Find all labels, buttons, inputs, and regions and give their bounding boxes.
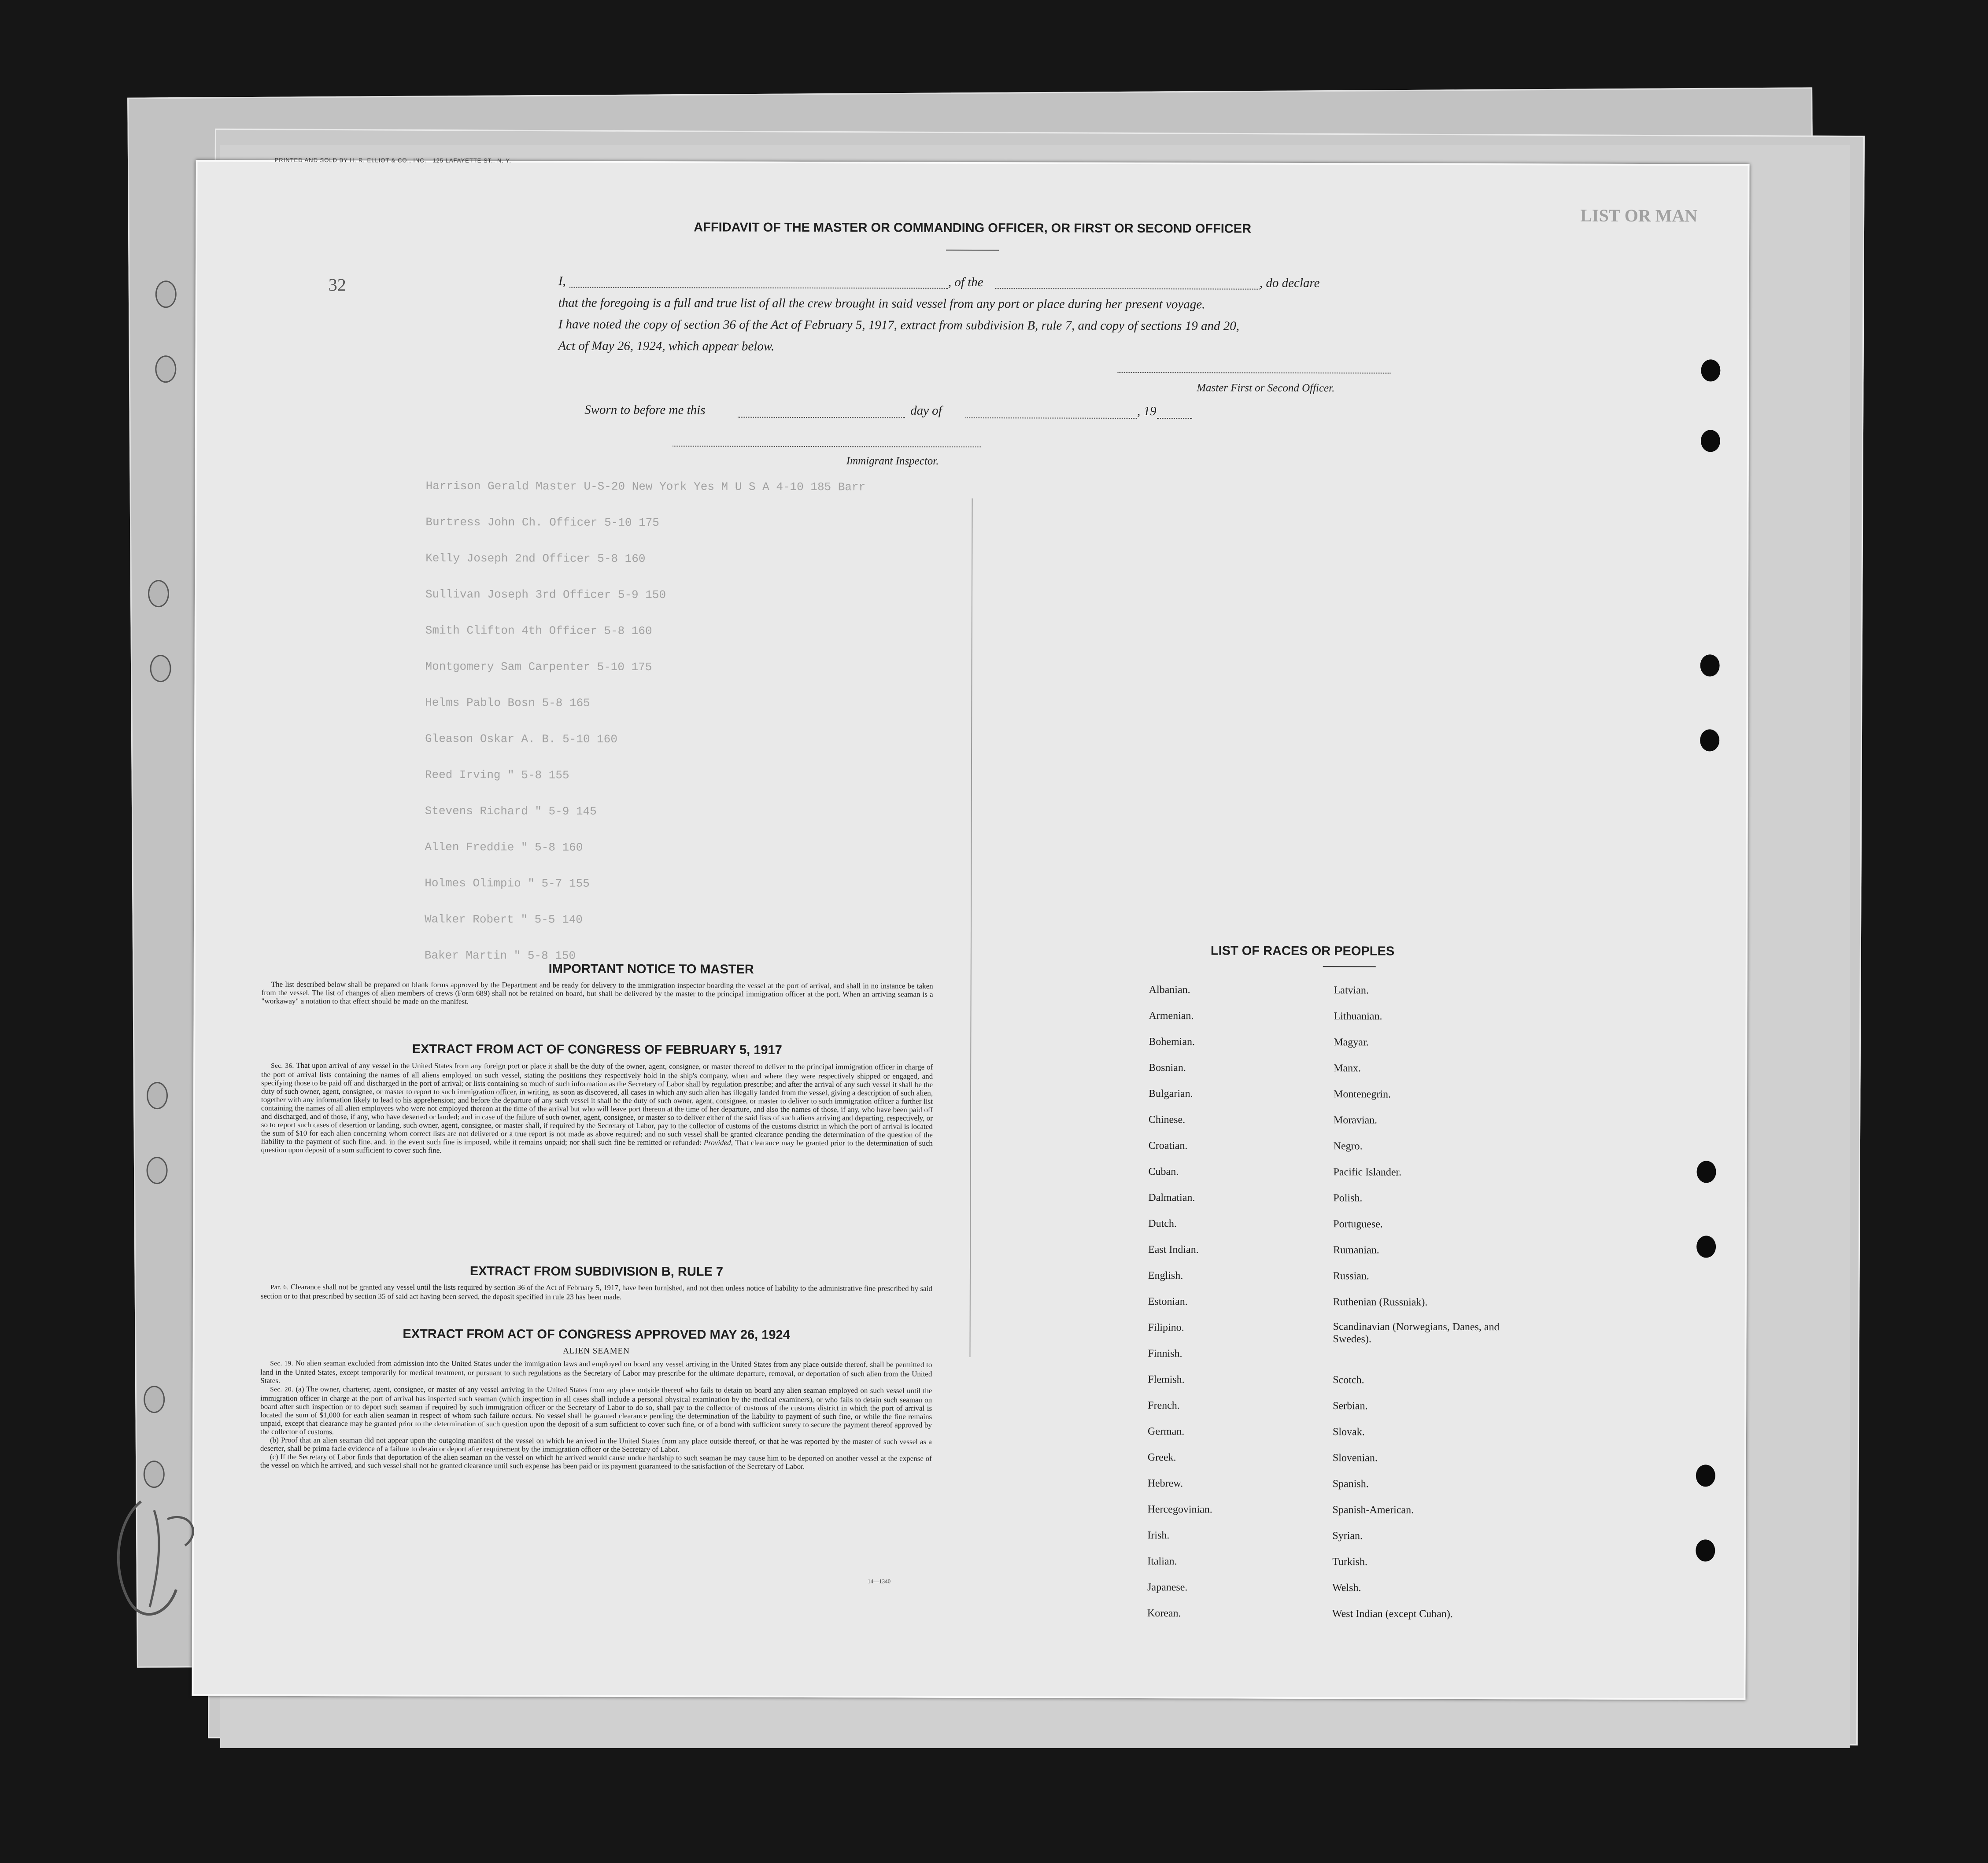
sworn-month-blank[interactable] <box>965 417 1137 419</box>
race-item: Irish. <box>1147 1530 1170 1542</box>
races-rule <box>1323 966 1376 967</box>
bleed-through-row: Sullivan Joseph 3rd Officer 5-9 150 <box>425 587 666 602</box>
punch-hole-icon <box>1700 729 1719 751</box>
race-item: Flemish. <box>1148 1374 1185 1386</box>
punch-hole-icon <box>1696 1236 1716 1258</box>
race-item: Spanish-American. <box>1332 1504 1414 1516</box>
affidavit-line-3: I have noted the copy of section 36 of the Act of February 5, 1917, extract from subdivision B, rule 7, and copy of sections 19 and 20, <box>558 317 1240 333</box>
pencil-mark-icon <box>101 1484 216 1634</box>
race-item: Turkish. <box>1332 1556 1368 1568</box>
section-label: Sec. 36. <box>271 1062 294 1070</box>
race-item: Dutch. <box>1148 1218 1177 1230</box>
bleed-through-row: Baker Martin " 5-8 150 <box>424 948 576 963</box>
race-item: Bulgarian. <box>1148 1088 1193 1100</box>
race-item: English. <box>1148 1270 1183 1282</box>
extract-rule7-text <box>261 1283 932 1302</box>
punch-hole-icon <box>1696 1465 1715 1487</box>
race-item: French. <box>1148 1400 1180 1412</box>
bleed-through-row: Allen Freddie " 5-8 160 <box>425 840 583 854</box>
sworn-day-blank[interactable] <box>738 416 905 418</box>
punch-hole-icon <box>147 1082 168 1109</box>
punch-hole-icon <box>1701 359 1720 381</box>
sworn-year-blank[interactable] <box>1157 417 1192 419</box>
race-item: Scotch. <box>1333 1374 1364 1386</box>
affidavit-i: I, <box>558 274 566 288</box>
bleed-through-row: Kelly Joseph 2nd Officer 5-8 160 <box>425 551 646 566</box>
section-label: Sec. 20. <box>270 1386 294 1393</box>
race-item: Croatian. <box>1148 1140 1188 1152</box>
extract-1917-text <box>261 1061 933 1156</box>
race-item: Cuban. <box>1148 1166 1179 1178</box>
race-item: Welsh. <box>1332 1582 1361 1594</box>
affidavit-title: AFFIDAVIT OF THE MASTER OR COMMANDING OFFICER, OR FIRST OR SECOND OFFICER <box>694 220 1252 236</box>
race-item: Syrian. <box>1332 1530 1363 1542</box>
race-item: Estonian. <box>1148 1296 1188 1308</box>
extract-1924-text <box>260 1359 932 1471</box>
affidavit-declare: , do declare <box>1259 276 1320 291</box>
race-item: Portuguese. <box>1333 1218 1383 1230</box>
section-label: Sec. 19. <box>270 1360 293 1367</box>
bleed-through-row: Reed Irving " 5-8 155 <box>425 768 569 782</box>
race-item: Ruthenian (Russniak). <box>1333 1296 1428 1308</box>
race-item: Moravian. <box>1333 1114 1378 1126</box>
race-item: Hebrew. <box>1147 1478 1183 1490</box>
inspector-caption: Immigrant Inspector. <box>846 455 939 467</box>
proviso-label: Provided, <box>703 1138 733 1147</box>
race-item: Negro. <box>1333 1140 1363 1152</box>
bleed-through-row: Helms Pablo Bosn 5-8 165 <box>425 696 590 710</box>
race-item: Italian. <box>1147 1556 1177 1568</box>
extract-rule7-title: EXTRACT FROM SUBDIVISION B, RULE 7 <box>469 1264 724 1279</box>
margin-number: 32 <box>328 275 346 295</box>
race-item: Serbian. <box>1333 1400 1368 1412</box>
bleed-through-heading: LIST OR MAN <box>1580 205 1698 226</box>
race-item: Armenian. <box>1149 1010 1194 1022</box>
bleed-through-row: Burtress John Ch. Officer 5-10 175 <box>425 515 659 530</box>
form-number: 14—1340 <box>868 1578 891 1585</box>
bleed-through-row: Stevens Richard " 5-9 145 <box>425 804 597 818</box>
race-item: Magyar. <box>1334 1037 1369 1048</box>
race-item: Japanese. <box>1147 1582 1188 1594</box>
printer-imprint: PRINTED AND SOLD BY H. R. ELLIOT & CO., INC.—125 LAFAYETTE ST., N. Y. <box>274 156 511 164</box>
sworn-day-of: day of <box>910 403 942 418</box>
punch-hole-icon <box>144 1386 165 1413</box>
punch-hole-icon <box>150 655 171 682</box>
section-19-text: No alien seaman excluded from admission into the United States under the immigration laws and employed on board any vessel arriving in the United States from any place outside thereof, shall be permitted to land in the United States, except temporarily for medical treatment, or pursuant to such regulations as the Secretary of Labor may prescribe for the ultimate departure, removal, or deportation of such alien from the United States. <box>260 1358 932 1385</box>
extract-1924-title: EXTRACT FROM ACT OF CONGRESS APPROVED MAY 26, 1924 <box>403 1327 790 1342</box>
title-rule <box>946 250 999 251</box>
name-blank[interactable] <box>569 286 948 289</box>
punch-hole-icon <box>155 355 176 383</box>
race-item: Greek. <box>1147 1452 1176 1464</box>
race-item: East Indian. <box>1148 1244 1199 1256</box>
race-item: Rumanian. <box>1333 1244 1379 1256</box>
master-caption: Master First or Second Officer. <box>1197 382 1335 395</box>
bleed-through-row: Harrison Gerald Master U-S-20 New York Yes M U S A 4-10 185 Barr <box>425 479 866 494</box>
bleed-through-row: Smith Clifton 4th Officer 5-8 160 <box>425 623 652 638</box>
proviso-text: That clearance may be granted prior to the determination of such question upon deposit of a sum sufficient to cover such fine. <box>261 1138 933 1155</box>
race-item: Korean. <box>1147 1608 1181 1620</box>
affidavit-of-the: , of the <box>948 275 983 290</box>
punch-hole-icon <box>1696 1539 1715 1561</box>
notice-title: IMPORTANT NOTICE TO MASTER <box>548 962 754 977</box>
manifest-page <box>192 156 1749 1700</box>
race-item: German. <box>1147 1426 1185 1438</box>
race-item: Slovak. <box>1332 1426 1365 1438</box>
races-title: LIST OF RACES OR PEOPLES <box>1210 944 1395 959</box>
race-item: West Indian (except Cuban). <box>1332 1608 1453 1620</box>
race-item: Dalmatian. <box>1148 1192 1195 1204</box>
affidavit-line-4: Act of May 26, 1924, which appear below. <box>558 339 775 354</box>
punch-hole-icon <box>1700 654 1720 676</box>
race-item: Scandinavian (Norwegians, Danes, and Swedes). <box>1333 1321 1500 1345</box>
section-20a-text: (a) The owner, charterer, agent, consignee, or master of any vessel arriving in the United States from any place outside thereof who fails to detain on board any alien seaman employed on such vessel until the immigration officer in charge at the port of arrival has inspected such seaman (which inspection in all cases shall include a personal physical examination by the medical examiners), or who fails to detain such seaman on board after such inspection or to deport such seaman if required by such immigration officer or the Secretary of Labor to do so, shall pay to the collector of customs of the customs district in which the port of arrival is located the sum of $1,000 for each alien seaman in respect of whom such failure occurs. No vessel shall be granted clearance pending the determination of the liability to payment of such fine, or while the fine remains unpaid, except that clearance may be granted prior to the determination of such question upon the deposit of a sum sufficient to cover such fine, or of a bond with sufficient surety to secure the payment thereof approved by the collector of customs. <box>260 1384 932 1436</box>
race-item: Albanian. <box>1149 984 1190 996</box>
race-item: Pacific Islander. <box>1333 1166 1402 1178</box>
extract-1917-title: EXTRACT FROM ACT OF CONGRESS OF FEBRUARY 5, 1917 <box>412 1042 782 1057</box>
vessel-blank[interactable] <box>995 287 1260 290</box>
bleed-through-row: Walker Robert " 5-5 140 <box>425 912 583 926</box>
race-item: Bohemian. <box>1149 1036 1195 1048</box>
race-item: Spanish. <box>1332 1478 1369 1490</box>
race-item: Bosnian. <box>1149 1062 1186 1074</box>
punch-hole-icon <box>146 1157 167 1184</box>
sworn-year: , 19 <box>1137 404 1157 419</box>
alien-seamen-subtitle: ALIEN SEAMEN <box>563 1346 630 1356</box>
section-20c-text: (c) If the Secretary of Labor finds that deportation of the alien seaman on the vessel on which he arrived would cause undue hardship to such seaman he may cause him to be deported on another vessel at the expense of the vessel on which he arrived, and such vessel shall not be granted clearance until such expense has been paid or its payment guaranteed to the satisfaction of the Secretary of Labor. <box>260 1452 932 1471</box>
race-item: Latvian. <box>1334 985 1369 996</box>
bleed-through-row: Holmes Olimpio " 5-7 155 <box>425 876 590 890</box>
affidavit-line-2: that the foregoing is a full and true list of all the crew brought in said vessel from any port or place during her present voyage. <box>558 295 1205 312</box>
punch-hole-icon <box>1697 1161 1716 1183</box>
race-item: Polish. <box>1333 1192 1363 1204</box>
bleed-through-row: Gleason Oskar A. B. 5-10 160 <box>425 732 618 746</box>
paragraph-text: Clearance shall not be granted any vessel until the lists required by section 36 of the Act of February 5, 1917, have been furnished, and not then unless notice of liability to the administrative fine prescribed by said section or to that prescribed by section 35 of said act having been served, the deposit specified in rule 23 has been made. <box>260 1282 932 1301</box>
race-item: Manx. <box>1334 1062 1361 1074</box>
punch-hole-icon <box>155 280 177 308</box>
sworn-text: Sworn to before me this <box>584 402 706 417</box>
bleed-through-row: Montgomery Sam Carpenter 5-10 175 <box>425 660 652 674</box>
race-item: Chinese. <box>1148 1114 1186 1126</box>
race-item: Hercegovinian. <box>1147 1504 1212 1516</box>
race-item: Filipino. <box>1148 1322 1184 1334</box>
section-text: That upon arrival of any vessel in the United States from any foreign port or place it shall be the duty of the owner, agent, consignee, or master thereof to deliver to the principal immigration officer in charge of the port of arrival lists containing the names of all aliens employed on such vessel, stating the positions they respectively hold in the ship's company, when and where they were respectively shipped or engaged, and specifying those to be paid off and discharged in the port of arrival; or lists containing so much of such information as the Secretary of Labor shall by regulation prescribe; and after the arrival of any such vessel it shall be the duty of such owner, agent, consignee, or master to report to such immigration officer, in writing, as soon as discovered, all cases in which any such alien has illegally landed from the vessel, giving a description of such alien, together with any information likely to lead to his apprehension; and before the departure of any such vessel it shall be the duty of such owner, agent, consignee, or master to deliver to such immigration officer a further list containing the names of all alien employees who were not employed thereon at the time of the arrival but who will leave port thereon at the time of her departure, and also the names of those, if any, who have been paid off and discharged, and of those, if any, who have deserted or landed; and in case of the failure of such owner, agent, consignee, or master so to deliver either of the said lists of such aliens arriving and departing, respectively, or so to report such cases of desertion or landing, such owner, agent, consignee, or master shall, if required by the Secretary of Labor, pay to the collector of customs of the customs district in which the port of arrival is located the sum of $10 for each alien concerning whom correct lists are not delivered or a true report is not made as above required; and no such vessel shall be granted clearance pending the determination of the question of the liability to the payment of such fine, and, in the event such fine is imposed, while it remains unpaid; nor shall such fine be remitted or refunded: <box>261 1061 933 1147</box>
section-20b-text: (b) Proof that an alien seaman did not appear upon the outgoing manifest of the vessel on which he arrived in the United States from any place outside thereof, or that he was reported by the master of such vessel as a deserter, shall be prima facie evidence of a failure to detain or deport after requirement by the immigration officer or the Secretary of Labor. <box>260 1435 932 1454</box>
notice-text: The list described below shall be prepared on blank forms approved by the Department and be ready for delivery to the immigration inspector boarding the vessel at the port of arrival, and shall in no instance be taken from the vessel. The list of changes of alien members of crews (Form 689) shall not be retained on board, but shall be delivered by the master to the principal immigration officer at the port. When an arriving seaman is a "workaway" a notation to that effect should be made on the manifest. <box>261 980 933 1006</box>
race-item: Montenegrin. <box>1333 1088 1391 1100</box>
race-item: Lithuanian. <box>1334 1011 1382 1022</box>
master-signature-line[interactable] <box>1117 371 1390 374</box>
punch-hole-icon <box>1701 430 1720 452</box>
race-item: Slovenian. <box>1332 1452 1378 1464</box>
paragraph-label: Par. 6. <box>270 1284 289 1291</box>
bleed-through-divider <box>969 498 972 1357</box>
punch-hole-icon <box>148 580 169 607</box>
race-item: Russian. <box>1333 1270 1369 1282</box>
race-item: Finnish. <box>1148 1348 1182 1360</box>
inspector-signature-line[interactable] <box>673 445 981 447</box>
